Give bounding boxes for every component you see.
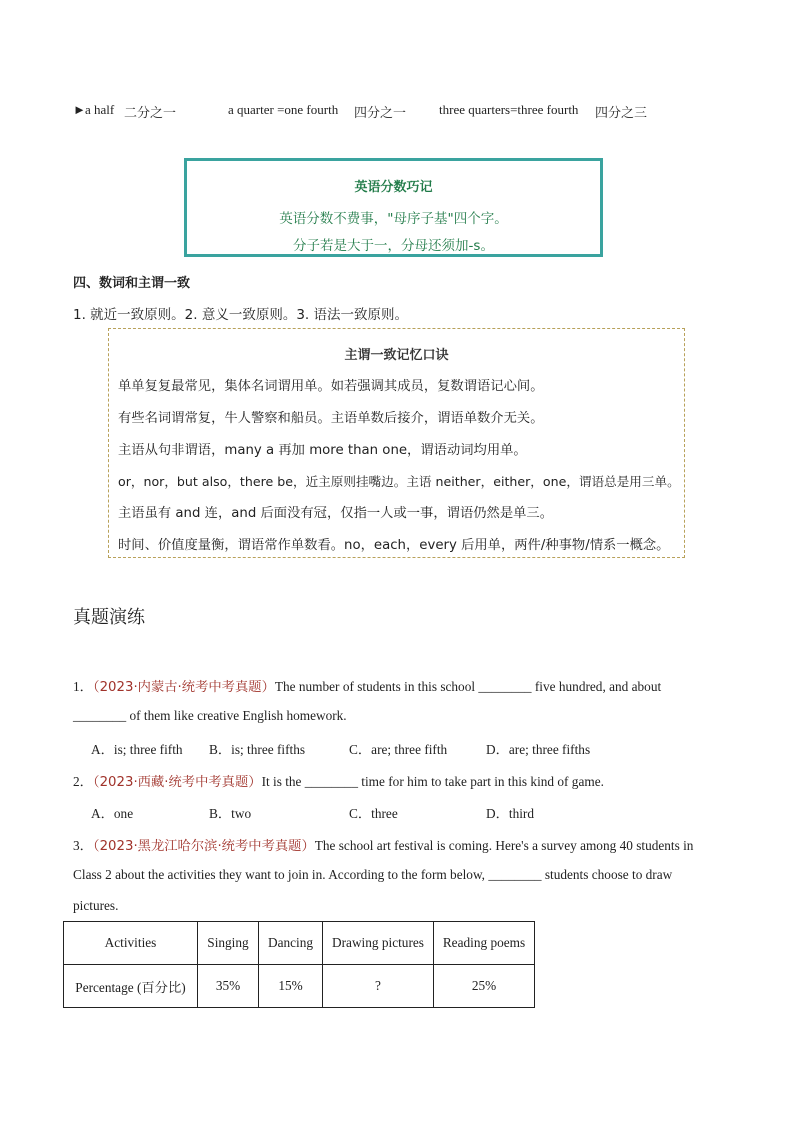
table-cell: 35% <box>198 965 259 1008</box>
question-text: It is the ________ time for him to take part in this kind of game. <box>261 774 604 789</box>
question-number: 1． <box>73 679 93 694</box>
rhyme-line: 有些名词谓常复，牛人警察和船员。主语单数后接介，谓语单数介无关。 <box>118 411 544 426</box>
table-header-cell: Singing <box>198 922 259 965</box>
tip-line-2: 分子若是大于一，分母还须加-s。 <box>293 238 494 254</box>
option-c[interactable]: C．three <box>349 806 398 821</box>
practice-heading: 真题演练 <box>73 607 145 628</box>
rhyme-line: or，nor，but also，there be，近主原则挂嘴边。主语 neither，either，one，谓语总是用三单。 <box>118 474 680 489</box>
question-3-line-2: Class 2 about the activities they want to join in. According to the form below, ________ students choose to draw <box>73 867 673 882</box>
three-quarters-en: three quarters=three fourth <box>439 102 579 117</box>
table-cell: 25% <box>434 965 535 1008</box>
rhyme-line: 单单复复最常见，集体名词谓用单。如若强调其成员，复数谓语记心间。 <box>118 379 544 394</box>
question-number: 2． <box>73 774 93 789</box>
question-source: （2023·黑龙江哈尔滨·统考中考真题） <box>92 839 315 854</box>
option-b[interactable]: B．is; three fifths <box>209 742 306 757</box>
option-c[interactable]: C．are; three fifth <box>349 742 448 757</box>
section-heading: 四、数词和主谓一致 <box>73 276 191 291</box>
tip-title: 英语分数巧记 <box>354 180 433 195</box>
rhyme-title: 主谓一致记忆口诀 <box>344 348 449 363</box>
arrow-icon: ► <box>73 102 86 117</box>
table-cell: 15% <box>259 965 323 1008</box>
fraction-tip-box <box>184 158 603 257</box>
question-text: The school art festival is coming. Here's a survey among 40 students in <box>314 838 694 853</box>
question-source: （2023·内蒙古·统考中考真题） <box>92 680 275 695</box>
section-rules: 1. 就近一致原则。2. 意义一致原则。3. 语法一致原则。 <box>73 307 409 323</box>
question-3 <box>73 835 693 854</box>
rhyme-box <box>108 328 685 558</box>
question-1 <box>73 676 661 695</box>
half-cn: 二分之一 <box>124 106 177 121</box>
option-b[interactable]: B．two <box>209 806 252 821</box>
half-en: a half <box>85 102 115 117</box>
question-1-line-2: ________ of them like creative English homework. <box>73 708 347 723</box>
question-3-line-3: pictures. <box>73 898 119 913</box>
three-quarters-cn: 四分之三 <box>595 106 648 121</box>
tip-line-1: 英语分数不费事，"母序子基"四个字。 <box>279 211 508 227</box>
question-number: 3． <box>73 838 93 853</box>
question-source: （2023·西藏·统考中考真题） <box>92 775 262 790</box>
option-a[interactable]: A．one <box>91 806 134 821</box>
table-cell: ? <box>323 965 434 1008</box>
rhyme-line: 主语从句非谓语，many a 再加 more than one，谓语动词均用单。 <box>118 443 527 458</box>
table-cell: Percentage (百分比) <box>64 965 198 1008</box>
table-header-cell: Reading poems <box>434 922 535 965</box>
option-a[interactable]: A．is; three fifth <box>91 742 183 757</box>
rhyme-line: 主语虽有 and 连，and 后面没有冠，仅指一人或一事，谓语仍然是单三。 <box>118 506 554 521</box>
option-d[interactable]: D．are; three fifths <box>486 742 591 757</box>
quarter-en: a quarter =one fourth <box>228 102 339 117</box>
quarter-cn: 四分之一 <box>354 106 407 121</box>
question-2 <box>73 771 604 790</box>
table-row <box>64 965 535 1008</box>
question-text: The number of students in this school ________ five hundred, and about <box>274 679 662 694</box>
table-header-cell: Activities <box>64 922 198 965</box>
table-header-cell: Drawing pictures <box>323 922 434 965</box>
rhyme-line: 时间、价值度量衡，谓语常作单数看。no，each，every 后用单，两件/种事物/情系一概念。 <box>118 538 670 553</box>
table-header-row <box>64 922 535 965</box>
option-d[interactable]: D．third <box>486 806 535 821</box>
table-header-cell: Dancing <box>259 922 323 965</box>
survey-table <box>63 921 535 1008</box>
